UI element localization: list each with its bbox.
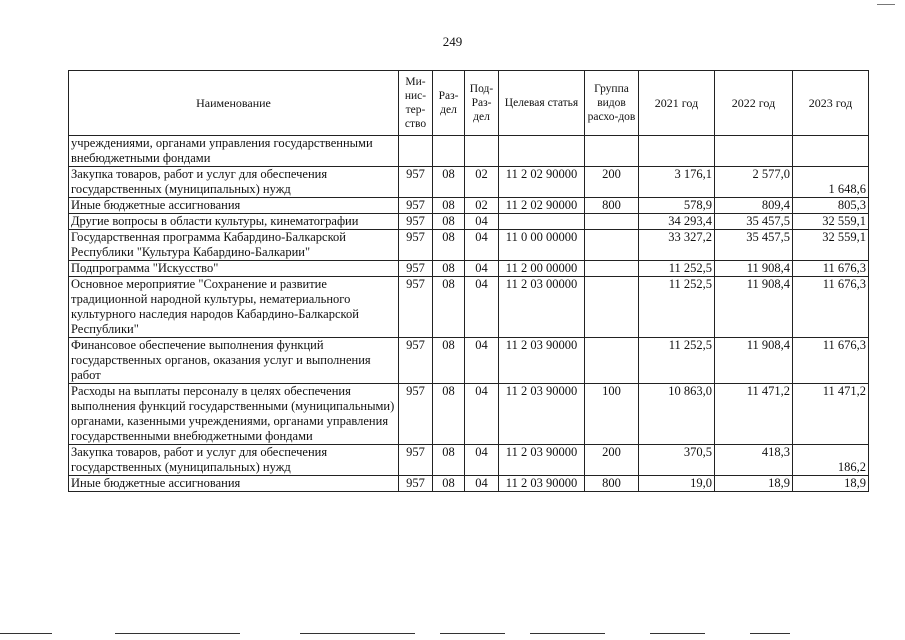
row-name: Другие вопросы в области культуры, кинематографии [69,214,399,230]
row-subsection: 04 [465,445,499,476]
row-2023: 32 559,1 [793,230,869,261]
row-expense-group: 200 [585,445,639,476]
row-2023: 805,3 [793,198,869,214]
row-section: 08 [433,277,465,338]
row-target: 11 2 03 90000 [499,338,585,384]
row-name: Основное мероприятие "Сохранение и развитие традиционной народной культуры, нематериального культурного наследия народов Кабардино-Балкарской Республики" [69,277,399,338]
table-row [69,167,869,198]
row-2022: 35 457,5 [715,230,793,261]
row-2023: 11 676,3 [793,277,869,338]
table-row [69,384,869,445]
row-2021: 33 327,2 [639,230,715,261]
row-2021: 578,9 [639,198,715,214]
row-expense-group: 200 [585,167,639,198]
scan-edge-line [750,633,790,634]
row-section: 08 [433,445,465,476]
table-row [69,338,869,384]
header-name: Наименование [69,71,399,136]
row-2021: 34 293,4 [639,214,715,230]
scan-edge-line [115,633,240,634]
header-2022: 2022 год [715,71,793,136]
row-section: 08 [433,230,465,261]
row-2022: 18,9 [715,476,793,492]
row-ministry: 957 [399,338,433,384]
row-2022 [715,136,793,167]
table-row [69,476,869,492]
row-name: Подпрограмма "Искусство" [69,261,399,277]
row-ministry: 957 [399,167,433,198]
header-2023: 2023 год [793,71,869,136]
row-ministry: 957 [399,261,433,277]
budget-table [68,70,869,492]
row-name: Расходы на выплаты персоналу в целях обеспечения выполнения функций государственными (муниципальными) органами, казенными учреждениями, органами управления государственными внебюджетными фондами [69,384,399,445]
row-subsection: 02 [465,198,499,214]
row-target: 11 2 03 90000 [499,445,585,476]
row-section: 08 [433,214,465,230]
row-target: 11 0 00 00000 [499,230,585,261]
row-target [499,136,585,167]
corner-mark [877,4,895,5]
row-2023 [793,136,869,167]
row-2022: 11 908,4 [715,338,793,384]
header-2021: 2021 год [639,71,715,136]
header-target: Целевая статья [499,71,585,136]
row-2022: 2 577,0 [715,167,793,198]
row-target: 11 2 03 90000 [499,476,585,492]
row-expense-group: 800 [585,198,639,214]
row-section: 08 [433,338,465,384]
row-2023: 18,9 [793,476,869,492]
row-2021: 11 252,5 [639,277,715,338]
scan-edge-line [650,633,705,634]
row-section: 08 [433,198,465,214]
row-target: 11 2 03 00000 [499,277,585,338]
row-section [433,136,465,167]
table-row [69,198,869,214]
row-2022: 35 457,5 [715,214,793,230]
row-ministry: 957 [399,198,433,214]
row-2022: 11 471,2 [715,384,793,445]
row-2021: 19,0 [639,476,715,492]
row-2023: 11 676,3 [793,261,869,277]
table-row [69,136,869,167]
table-row [69,261,869,277]
row-2022: 11 908,4 [715,277,793,338]
row-name: Закупка товаров, работ и услуг для обеспечения государственных (муниципальных) нужд [69,167,399,198]
row-ministry [399,136,433,167]
row-subsection: 04 [465,384,499,445]
row-name: Закупка товаров, работ и услуг для обеспечения государственных (муниципальных) нужд [69,445,399,476]
row-subsection: 02 [465,167,499,198]
row-expense-group: 800 [585,476,639,492]
row-subsection: 04 [465,476,499,492]
row-section: 08 [433,384,465,445]
row-ministry: 957 [399,476,433,492]
row-2022: 809,4 [715,198,793,214]
row-2023: 1 648,6 [793,167,869,198]
row-2021: 11 252,5 [639,338,715,384]
row-target: 11 2 00 00000 [499,261,585,277]
table-row [69,214,869,230]
header-expense-group: Группа видов расхо-дов [585,71,639,136]
row-2022: 418,3 [715,445,793,476]
row-2023: 11 471,2 [793,384,869,445]
row-ministry: 957 [399,214,433,230]
row-name: учреждениями, органами управления государственными внебюджетными фондами [69,136,399,167]
row-2021 [639,136,715,167]
row-subsection: 04 [465,338,499,384]
row-expense-group: 100 [585,384,639,445]
scan-edge-line [300,633,415,634]
row-expense-group [585,261,639,277]
row-subsection: 04 [465,261,499,277]
row-ministry: 957 [399,384,433,445]
row-subsection [465,136,499,167]
row-expense-group [585,136,639,167]
row-section: 08 [433,167,465,198]
scan-edge-line [0,633,52,634]
row-expense-group [585,214,639,230]
row-2022: 11 908,4 [715,261,793,277]
row-target: 11 2 02 90000 [499,167,585,198]
row-ministry: 957 [399,230,433,261]
row-target [499,214,585,230]
row-target: 11 2 02 90000 [499,198,585,214]
row-ministry: 957 [399,277,433,338]
page-number: 249 [442,34,463,49]
table-header-row [69,71,869,136]
row-section: 08 [433,476,465,492]
row-2023: 186,2 [793,445,869,476]
row-2021: 10 863,0 [639,384,715,445]
row-name: Финансовое обеспечение выполнения функций государственных органов, оказания услуг и выполнения работ [69,338,399,384]
row-subsection: 04 [465,230,499,261]
row-expense-group [585,338,639,384]
header-subsection: Под-Раз-дел [465,71,499,136]
table-row [69,277,869,338]
scan-edge-line [530,633,605,634]
row-expense-group [585,277,639,338]
table-row [69,445,869,476]
row-expense-group [585,230,639,261]
table-row [69,230,869,261]
scan-edge-line [440,633,505,634]
header-ministry: Ми-нис-тер-ство [399,71,433,136]
row-subsection: 04 [465,277,499,338]
header-section: Раз-дел [433,71,465,136]
row-name: Государственная программа Кабардино-Балкарской Республики "Культура Кабардино-Балкарии" [69,230,399,261]
row-2023: 32 559,1 [793,214,869,230]
row-2021: 3 176,1 [639,167,715,198]
row-2021: 11 252,5 [639,261,715,277]
row-name: Иные бюджетные ассигнования [69,198,399,214]
row-2023: 11 676,3 [793,338,869,384]
row-target: 11 2 03 90000 [499,384,585,445]
row-subsection: 04 [465,214,499,230]
row-ministry: 957 [399,445,433,476]
row-name: Иные бюджетные ассигнования [69,476,399,492]
row-2021: 370,5 [639,445,715,476]
row-section: 08 [433,261,465,277]
